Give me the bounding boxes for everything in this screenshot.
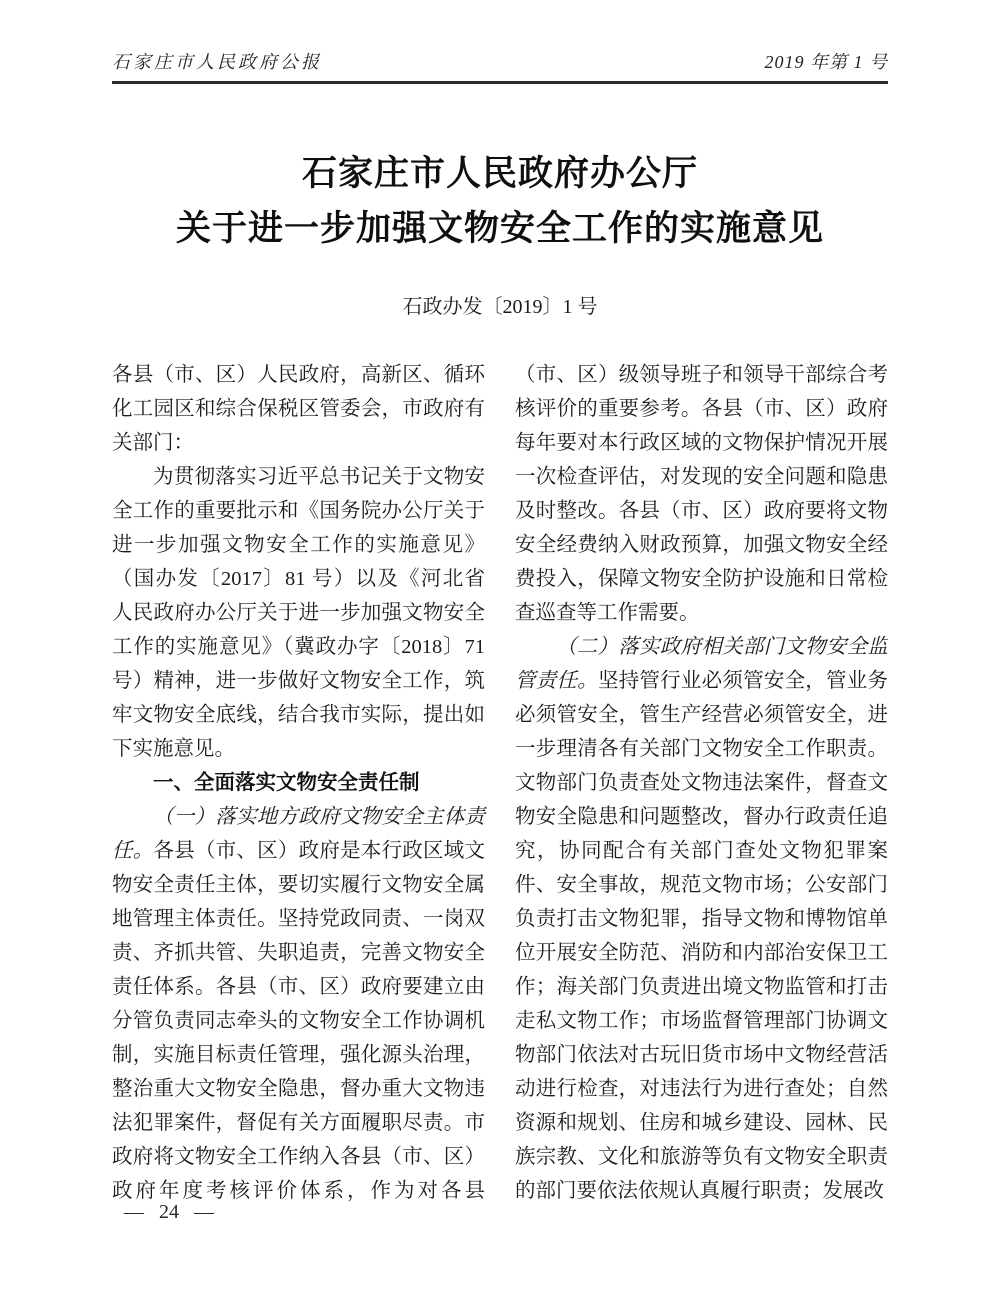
text-run-kai: （二）落实政府相关部门文物安全监管责任。 — [515, 636, 888, 692]
document-title-line1: 石家庄市人民政府办公厅 — [301, 154, 698, 193]
issue-number: 2019 年第 1 号 — [764, 52, 888, 72]
page-header-row — [112, 48, 888, 81]
text-run-song: 各县（市、区）人民政府，高新区、循环化工园区和综合保税区管委会，市政府有关部门： — [112, 364, 485, 454]
text-run-hei: 一、全面落实文物安全责任制 — [153, 771, 420, 794]
document-body — [112, 358, 888, 1208]
document-number: 石政办发〔2019〕1 号 — [402, 296, 598, 318]
body-paragraph — [515, 630, 888, 1208]
text-run-song: 为贯彻落实习近平总书记关于文物安全工作的重要批示和《国务院办公厅关于进一步加强文物安全工作的实施意见》（国办发〔2017〕81 号）以及《河北省人民政府办公厅关于进一步加强文物安全工作的实施意见》（冀政办字〔2018〕71 号）精神，进一步做好文物安全工作，筑牢文物安全底线，结合我市实际，提出如下实施意见。 — [112, 466, 485, 760]
document-title-line2: 关于进一步加强文物安全工作的实施意见 — [175, 209, 824, 248]
text-run-song: 各县（市、区）政府是本行政区域文物安全责任主体，要切实履行文物安全属地管理主体责任。坚持党政同责、一岗双责、齐抓共管、失职追责，完善文物安全责任体系。各县（市、区）政府要建立由分管负责同志牵头的文物安全工作协调机制，实施目标责任管理，强化源头治理，整治重大文物安全隐患，督办重大文物违法犯罪案件，督促有关方面履职尽责。市政府将文物安全工作纳入各县（市、区）政府年度考核评价体系，作为对各县（市、区）级领导班子和领导干部综合考核评价的重要参考。各县（市、区）政府每年要对本行政区域的文物保护情况开展一次检查评估，对发现的安全问题和隐患及时整改。各县（市、区）政府要将文物安全经费纳入财政预算，加强文物安全经费投入，保障文物安全防护设施和日常检查巡查等工作需要。 — [112, 364, 888, 1202]
gazette-title: 石家庄市人民政府公报 — [112, 52, 322, 72]
header-divider — [112, 81, 888, 84]
body-paragraph — [112, 358, 485, 460]
page-number: — 24 — — [124, 1201, 214, 1223]
page-header — [112, 48, 888, 84]
body-paragraph — [112, 460, 485, 766]
section-heading — [112, 766, 485, 800]
document-title — [0, 146, 1000, 256]
text-run-kai: （一）落实地方政府文物安全主体责任。 — [112, 806, 485, 862]
text-run-song: 坚持管行业必须管安全，管业务必须管安全，管生产经营必须管安全，进一步理清各有关部门文物安全工作职责。文物部门负责查处文物违法案件，督查文物安全隐患和问题整改，督办行政责任追究，协同配合有关部门查处文物犯罪案件、安全事故，规范文物市场；公安部门负责打击文物犯罪，指导文物和博物馆单位开展安全防范、消防和内部治安保卫工作；海关部门负责进出境文物监管和打击走私文物工作；市场监督管理部门协调文物部门依法对古玩旧货市场中文物经营活动进行检查，对违法行为进行查处；自然资源和规划、住房和城乡建设、园林、民族宗教、文化和旅游等负有文物安全职责的部门要依法依规认真履行职责；发展改 — [515, 670, 888, 1202]
